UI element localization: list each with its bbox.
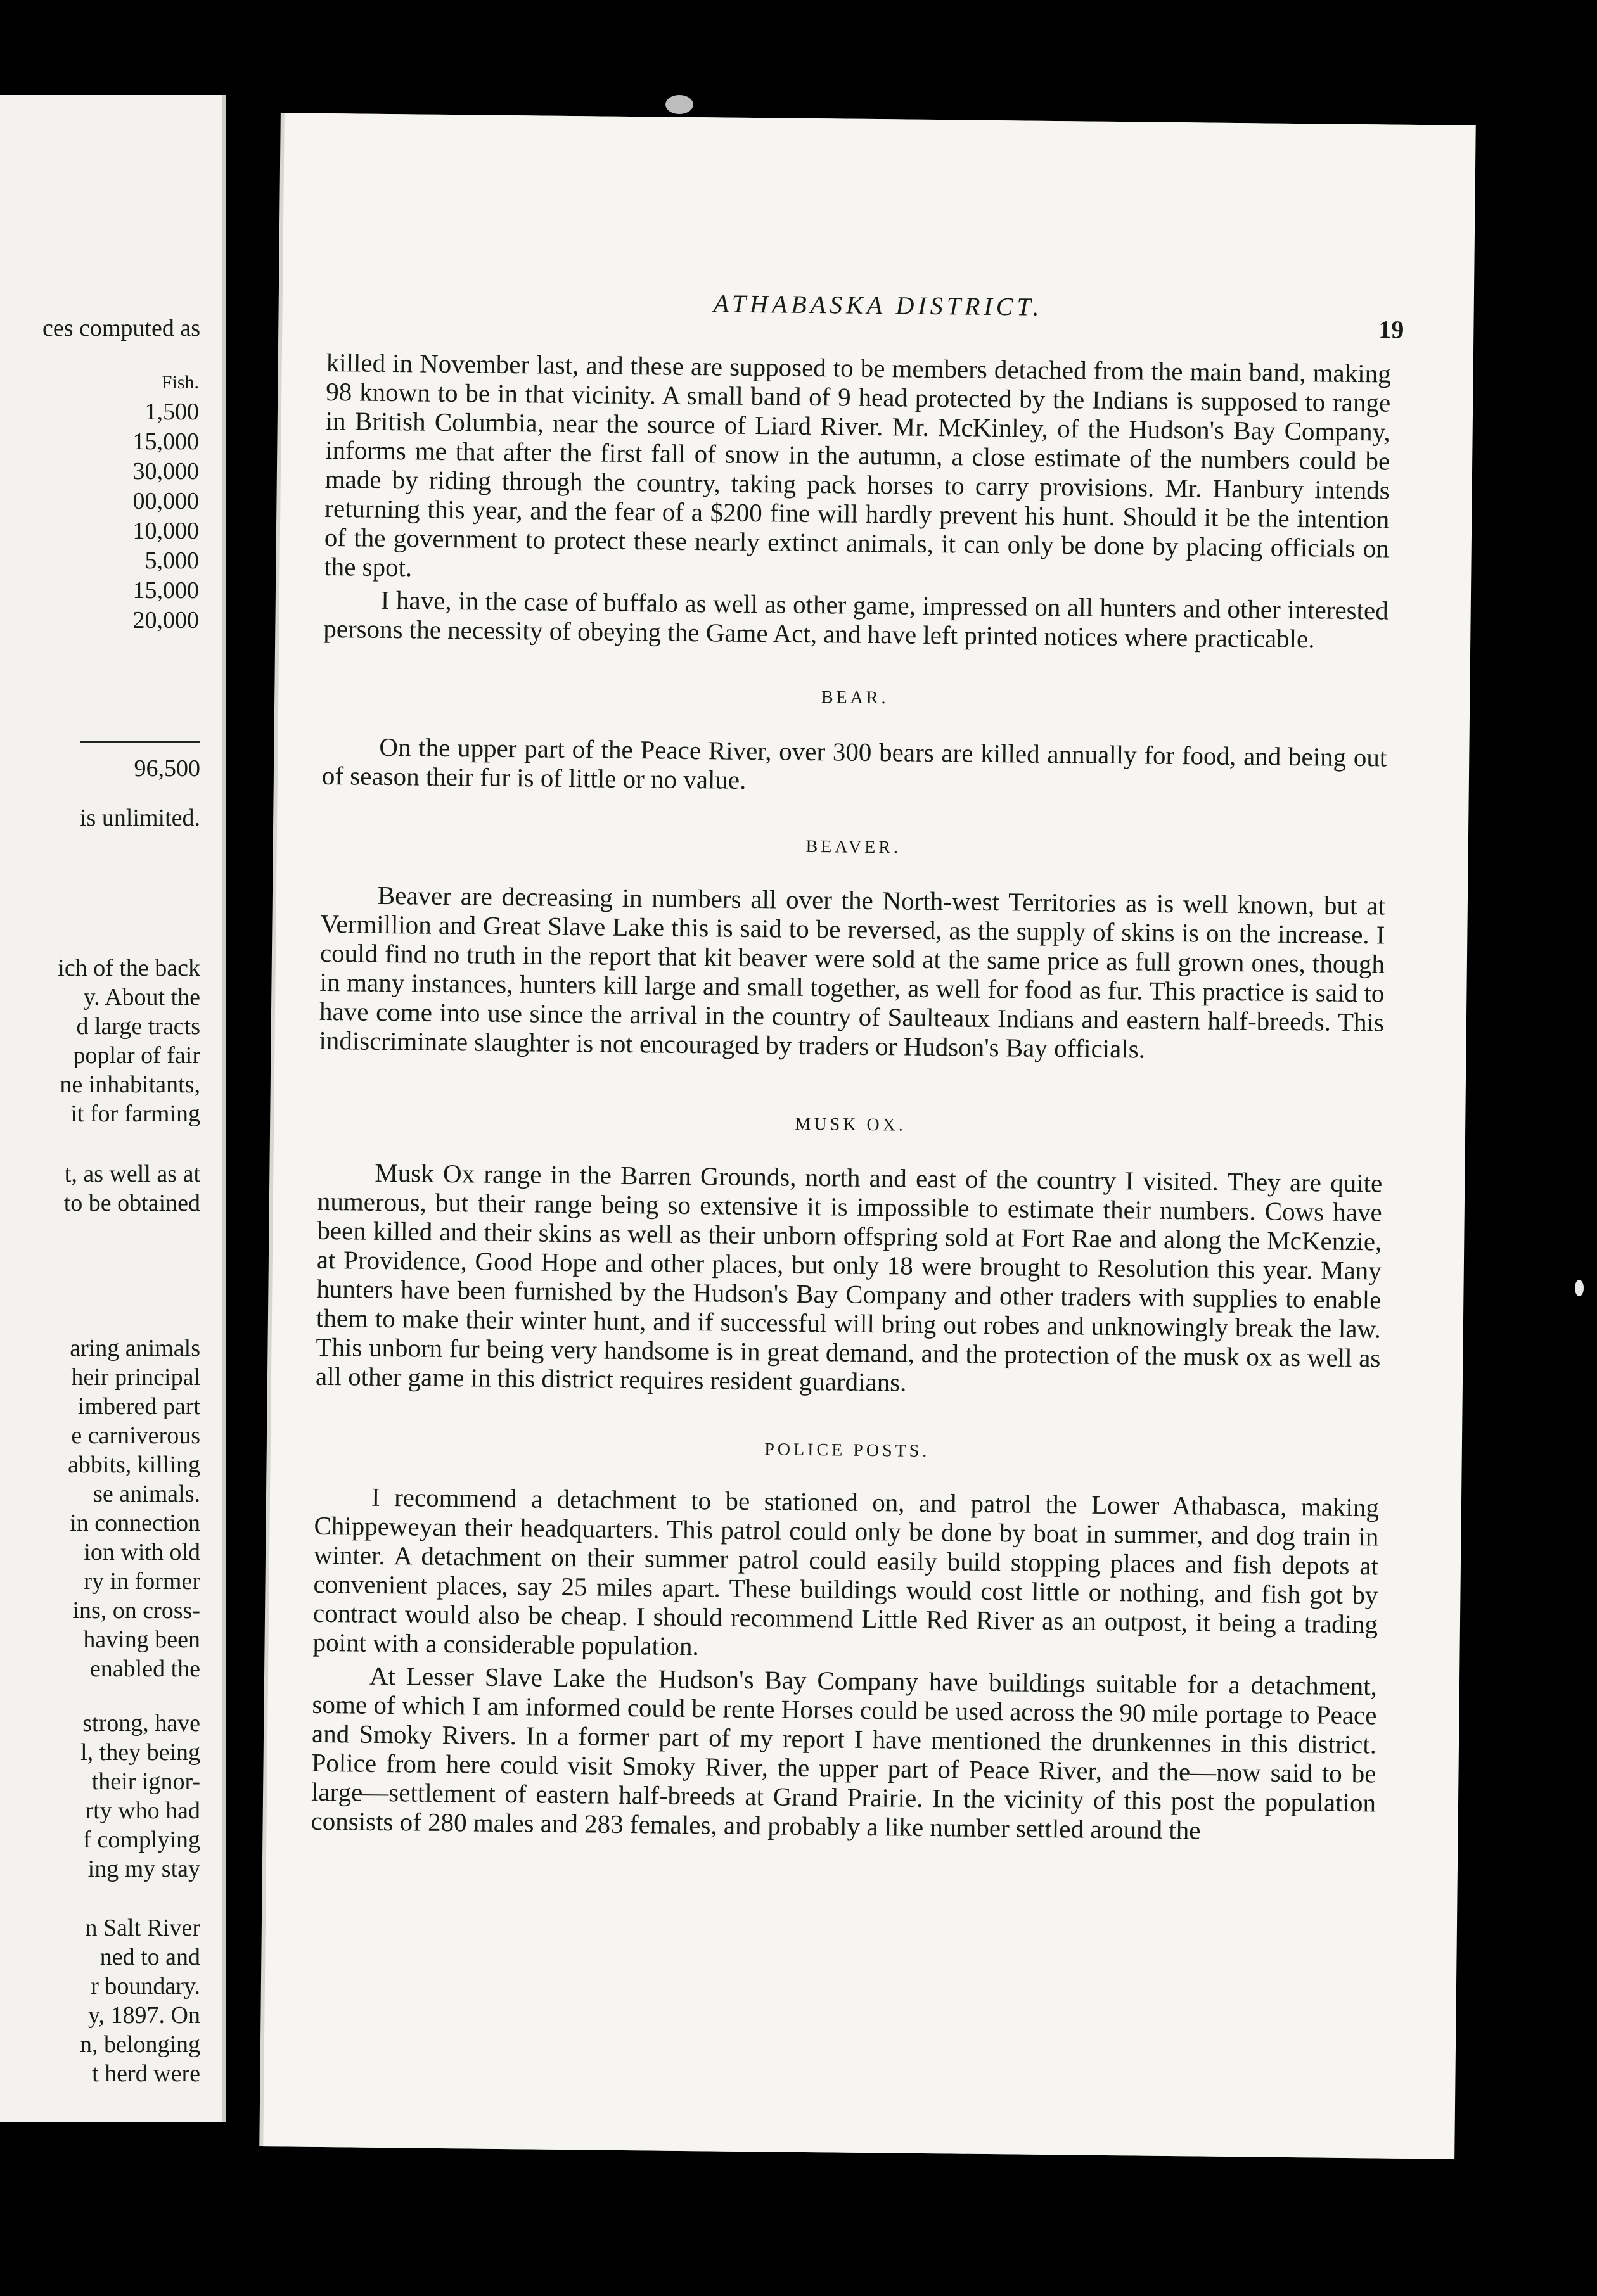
main-page: [263, 113, 1476, 2159]
paragraph-game-act: I have, in the case of buffalo as well as other game, impressed on all hunters and other interested persons the necessity of obeying the Game Act, and have left printed notices where practicable.: [323, 585, 1389, 654]
fish-value: 00,000: [132, 488, 199, 514]
paragraph-continued: killed in November last, and these are supposed to be members detached from the main band, making 98 known to be in that vicinity. A small band of 9 head protected by the Indians is supposed to range in British Columbia, near the source of Liard River. Mr. McKinley, of the Hudson's Bay Company, informs me that after the first fall of snow in the autumn, a close estimate of the numbers could be made by riding through the country, taking pack horses to carry provisions. Mr. Hanbury intends returning this year, and the fear of a $200 fine will hardly prevent his hunt. Should it be the intention of the government to protect these nearly extinct animals, it can only be done by placing officials on the spot.: [324, 347, 1391, 582]
fish-value: 10,000: [132, 518, 199, 544]
left-line: aring animals: [70, 1335, 200, 1362]
left-facing-page: [0, 95, 226, 2122]
paragraph-police-2: At Lesser Slave Lake the Hudson's Bay Company have buildings suitable for a detachment, some of which I am informed could be rente Horses could be used across the 90 mile portage to Peace and Smoky Rivers. In a former part of my report I have mentioned the drunkennes in this district. Police from here could visit Smoky River, the upper part of Peace River, and the—now said to be large—settlement of eastern half-breeds at Grand Prairie. In the vicinity of this post the population consists of 280 males and 283 females, and probably a like number settled around the: [311, 1661, 1378, 1845]
left-line: n, belonging: [80, 2031, 200, 2058]
heading-police-posts: POLICE POSTS.: [764, 1439, 930, 1462]
paragraph-musk-ox: Musk Ox range in the Barren Grounds, north and east of the country I visited. They are quite numerous, but their range being so extensive it is impossible to estimate their numbers. Cows have been killed and their skins as well as their unborn offspring sold at Fort Rae and along the McKenzie, at Providence, Good Hope and other places, but only 18 were brought to Resolution this year. Many hunters have been furnished by the Hudson's Bay Company and other traders with supplies to enable them to make their winter hunt, and if successful will bring out robes and unknowingly break the law. This unborn fur being very handsome is in great demand, and the protection of the musk ox as well as all other game in this district requires resident guardians.: [315, 1158, 1383, 1397]
left-line: y. About the: [83, 984, 200, 1011]
left-line: l, they being: [80, 1739, 200, 1766]
left-line: heir principal: [71, 1364, 200, 1391]
left-line: abbits, killing: [68, 1451, 200, 1478]
fish-column-header: Fish.: [161, 372, 199, 393]
left-line: to be obtained: [63, 1190, 200, 1216]
paragraph-police-1: I recommend a detachment to be stationed on, and patrol the Lower Athabasca, making Chippeweyan their headquarters. This patrol could only be done by boat in summer, and dog train in winter. A detachment on their summer patrol could easily build stopping places and fish depots at convenient places, say 25 miles apart. These buildings would cost little or nothing, and fish got by contract would also be cheap. I should recommend Little Red River as an outpost, it being a trading point with a considerable population.: [312, 1482, 1380, 1661]
left-line: f complying: [83, 1827, 200, 1853]
dust-speck: [665, 95, 693, 114]
running-head: ATHABASKA DISTRICT.: [713, 289, 1043, 321]
left-line: their ignor-: [91, 1768, 200, 1795]
heading-beaver: BEAVER.: [805, 836, 902, 858]
left-line: se animals.: [93, 1481, 200, 1507]
left-line: y, 1897. On: [88, 2002, 200, 2029]
paragraph-beaver: Beaver are decreasing in numbers all over the North-west Territories as is well known, but at Vermillion and Great Slave Lake this is said to be reversed, as the supply of skins is on the increase. I could find no truth in the report that kit beaver were sold at the same price as full grown ones, though in many instances, hunters kill large and small together, as well for food as fur. This practice is said to have come into use since the arrival in the country of Saulteaux Indians and eastern half-breeds. This indiscriminate slaughter is not encouraged by traders or Hudson's Bay officials.: [319, 880, 1386, 1064]
fish-total: 96,500: [134, 755, 200, 782]
left-line: t, as well as at: [64, 1161, 200, 1187]
left-line: ich of the back: [58, 955, 200, 981]
left-line: ned to and: [99, 1944, 200, 1970]
left-line: n Salt River: [85, 1915, 200, 1941]
page-number: 19: [1378, 315, 1404, 344]
left-line: ne inhabitants,: [60, 1071, 200, 1098]
left-line: ing my stay: [87, 1856, 200, 1882]
left-line: e carniverous: [71, 1422, 200, 1449]
fish-value: 20,000: [132, 607, 199, 634]
fish-value: 30,000: [132, 458, 199, 485]
fish-value: 5,000: [144, 547, 199, 574]
left-line: having been: [83, 1626, 200, 1653]
fish-table: [133, 367, 200, 635]
left-line: r boundary.: [91, 1973, 200, 1999]
left-line: rty who had: [85, 1797, 200, 1824]
left-line: ins, on cross-: [72, 1597, 200, 1624]
left-header-fragment: ces computed as: [42, 315, 200, 341]
heading-musk-ox: MUSK OX.: [795, 1114, 907, 1135]
body-text: [311, 348, 1390, 1846]
left-line: ry in former: [84, 1568, 200, 1595]
left-line: imbered part: [77, 1393, 200, 1420]
left-line: in connection: [70, 1510, 200, 1536]
left-line: ion with old: [84, 1539, 200, 1566]
paragraph-bear: On the upper part of the Peace River, over 300 bears are killed annually for food, and being out of season their fur is of little or no value.: [321, 732, 1387, 794]
left-line: strong, have: [82, 1710, 200, 1737]
left-line: enabled the: [89, 1655, 200, 1682]
fish-value: 15,000: [132, 577, 199, 604]
left-line: poplar of fair: [73, 1042, 200, 1069]
heading-bear: BEAR.: [821, 687, 889, 708]
dust-speck: [1575, 1280, 1584, 1296]
fish-value: 1,500: [144, 399, 199, 425]
left-line: it for farming: [70, 1100, 200, 1127]
left-line: t herd were: [92, 2060, 200, 2087]
left-line: d large tracts: [76, 1013, 200, 1040]
fish-value: 15,000: [132, 428, 199, 455]
left-line: is unlimited.: [80, 805, 200, 831]
total-rule: [80, 741, 200, 743]
